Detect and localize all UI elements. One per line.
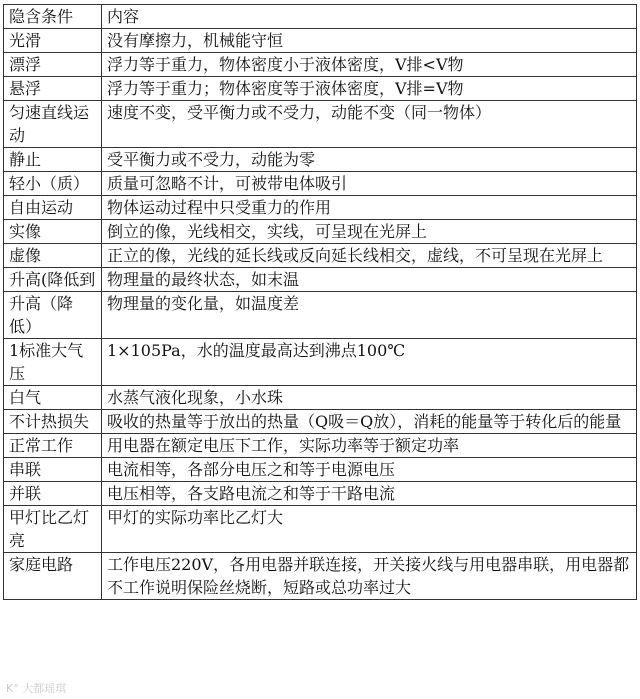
condition-cell: 并联 xyxy=(4,482,102,506)
content-cell: 用电器在额定电压下工作，实际功率等于额定功率 xyxy=(102,434,637,458)
condition-cell: 实像 xyxy=(4,220,102,244)
content-cell: 正立的像，光线的延长线或反向延长线相交，虚线，不可呈现在光屏上 xyxy=(102,244,637,268)
condition-cell: 家庭电路 xyxy=(4,553,102,600)
content-cell: 水蒸气液化现象，小水珠 xyxy=(102,386,637,410)
header-condition: 隐含条件 xyxy=(4,5,102,29)
content-cell: 工作电压220V，各用电器并联连接，开关接火线与用电器串联，用电器都不工作说明保险丝烧断，短路或总功率过大 xyxy=(102,553,637,600)
table-row xyxy=(4,196,637,220)
condition-cell: 匀速直线运动 xyxy=(4,101,102,148)
table-row xyxy=(4,458,637,482)
table-row xyxy=(4,386,637,410)
content-cell: 吸收的热量等于放出的热量（Q吸＝Q放），消耗的能量等于转化后的能量 xyxy=(102,410,637,434)
content-cell: 质量可忽略不计，可被带电体吸引 xyxy=(102,172,637,196)
condition-cell: 升高（降低） xyxy=(4,292,102,339)
table-row xyxy=(4,220,637,244)
content-cell: 倒立的像，光线相交，实线，可呈现在光屏上 xyxy=(102,220,637,244)
table-row xyxy=(4,506,637,553)
table-row xyxy=(4,410,637,434)
table-row xyxy=(4,434,637,458)
condition-cell: 甲灯比乙灯亮 xyxy=(4,506,102,553)
table-row xyxy=(4,339,637,386)
condition-cell: 漂浮 xyxy=(4,53,102,77)
content-cell: 物理量的变化量，如温度差 xyxy=(102,292,637,339)
table-row xyxy=(4,244,637,268)
content-cell: 物体运动过程中只受重力的作用 xyxy=(102,196,637,220)
content-cell: 速度不变，受平衡力或不受力，动能不变（同一物体） xyxy=(102,101,637,148)
watermark: K° 大都瑶琪 xyxy=(6,682,67,695)
content-cell: 受平衡力或不受力，动能为零 xyxy=(102,148,637,172)
condition-cell: 白气 xyxy=(4,386,102,410)
content-cell: 甲灯的实际功率比乙灯大 xyxy=(102,506,637,553)
condition-cell: 升高(降低到 xyxy=(4,268,102,292)
condition-cell: 串联 xyxy=(4,458,102,482)
header-content: 内容 xyxy=(102,5,637,29)
condition-cell: 不计热损失 xyxy=(4,410,102,434)
content-cell: 1×105Pa，水的温度最高达到沸点100℃ xyxy=(102,339,637,386)
table-row xyxy=(4,268,637,292)
condition-cell: 悬浮 xyxy=(4,77,102,101)
content-cell: 电压相等，各支路电流之和等于干路电流 xyxy=(102,482,637,506)
condition-cell: 1标准大气压 xyxy=(4,339,102,386)
table-row xyxy=(4,77,637,101)
table-row xyxy=(4,172,637,196)
table-row xyxy=(4,482,637,506)
table-row xyxy=(4,553,637,600)
condition-cell: 正常工作 xyxy=(4,434,102,458)
table-row xyxy=(4,148,637,172)
content-cell: 浮力等于重力；物体密度等于液体密度，V排=V物 xyxy=(102,77,637,101)
condition-cell: 虚像 xyxy=(4,244,102,268)
content-cell: 物理量的最终状态，如末温 xyxy=(102,268,637,292)
table-row xyxy=(4,101,637,148)
table-row xyxy=(4,29,637,53)
content-cell: 电流相等，各部分电压之和等于电源电压 xyxy=(102,458,637,482)
table-row xyxy=(4,53,637,77)
content-cell: 浮力等于重力，物体密度小于液体密度，V排<V物 xyxy=(102,53,637,77)
condition-cell: 光滑 xyxy=(4,29,102,53)
content-cell: 没有摩擦力，机械能守恒 xyxy=(102,29,637,53)
condition-cell: 静止 xyxy=(4,148,102,172)
conditions-table xyxy=(3,4,637,600)
condition-cell: 自由运动 xyxy=(4,196,102,220)
table-row xyxy=(4,292,637,339)
table-header-row xyxy=(4,5,637,29)
condition-cell: 轻小（质） xyxy=(4,172,102,196)
